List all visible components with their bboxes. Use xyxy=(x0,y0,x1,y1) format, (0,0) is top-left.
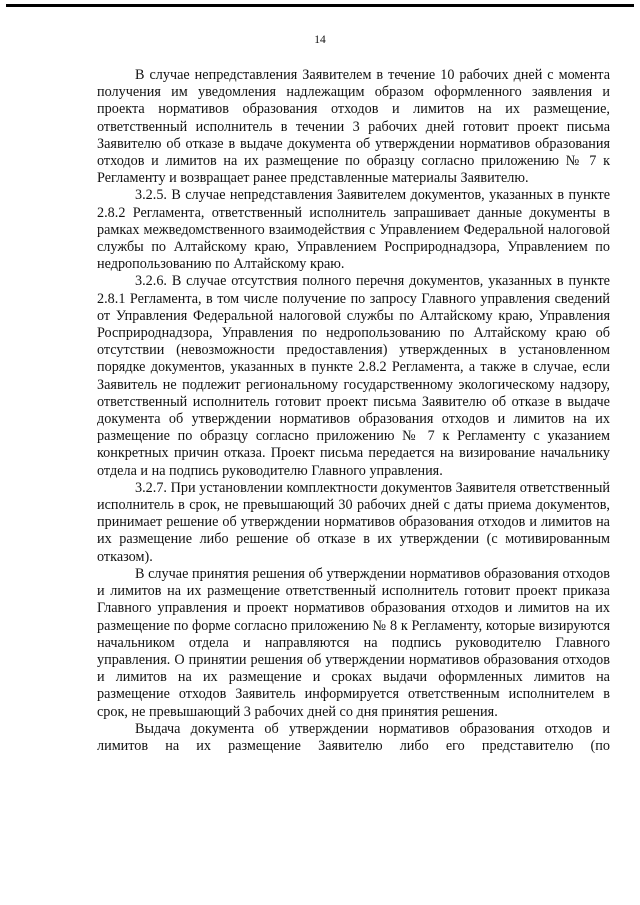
body-text xyxy=(97,67,610,755)
paragraph-rejection-notice: В случае непредставления Заявителем в течение 10 рабочих дней с момента получения им уведомления надлежащим образом оформленного заявления и проекта нормативов образования отходов и лимитов на их размещение, ответственный исполнитель в течении 3 рабочих дней готовит проект письма Заявителю об отказе в выдаче документа об утверждении нормативов образования отходов и лимитов на их размещение по образцу согласно приложению № 7 к Регламенту и возвращает ранее представленные материалы Заявителю. xyxy=(97,67,610,187)
paragraph-approval-decision: В случае принятия решения об утверждении нормативов образования отходов и лимитов на их размещение ответственный исполнитель готовит проект приказа Главного управления и проект нормативов образования отходов и лимитов на их размещение по форме согласно приложению № 8 к Регламенту, которые визируются начальником отдела и направляются на подпись руководителю Главного управления. О принятии решения об утверждении нормативов образования отходов и лимитов на их размещение и сроках выдачи оформленных лимитов на размещение отходов Заявитель информируется ответственным исполнителем в срок, не превышающий 3 рабочих дней со дня принятия решения. xyxy=(97,565,610,720)
paragraph-3-2-6: 3.2.6. В случае отсутствия полного перечня документов, указанных в пункте 2.8.1 Регламента, в том числе получение по запросу Главного управления сведений от Управления Федеральной налоговой службы по Алтайскому краю, Управления Росприроднадзора, Управления по недропользованию по Алтайскому краю об отсутствии (невозможности предоставления) утвержденных в установленном порядке документов, указанных в пункте 2.8.2 Регламента, а также в случае, если Заявитель не подлежит региональному государственному экологическому надзору, ответственный исполнитель готовит проект письма Заявителю об отказе в выдаче документа об утверждении нормативов образования отходов и лимитов на их размещение по образцу согласно приложению № 7 к Регламенту с указанием конкретных причин отказа. Проект письма передается на визирование начальнику отдела и на подпись руководителю Главного управления. xyxy=(97,273,610,479)
paragraph-3-2-5: 3.2.5. В случае непредставления Заявителем документов, указанных в пункте 2.8.2 Регламента, ответственный исполнитель запрашивает данные документы в рамках межведомственного взаимодействия с Управлением Федеральной налоговой службы по Алтайскому краю, Управлением Росприроднадзора, Управлением по недропользованию по Алтайскому краю. xyxy=(97,187,610,273)
paragraph-document-issuance: Выдача документа об утверждении нормативов образования отходов и лимитов на их размещение Заявителю либо его представителю (по xyxy=(97,720,610,754)
top-border-line xyxy=(6,4,634,7)
page-number: 14 xyxy=(314,34,326,46)
paragraph-3-2-7: 3.2.7. При установлении комплектности документов Заявителя ответственный исполнитель в срок, не превышающий 30 рабочих дней с даты приема документов, принимает решение об утверждении нормативов образования отходов и лимитов на их размещение либо решение об отказе в их утверждении (с мотивированным отказом). xyxy=(97,479,610,565)
